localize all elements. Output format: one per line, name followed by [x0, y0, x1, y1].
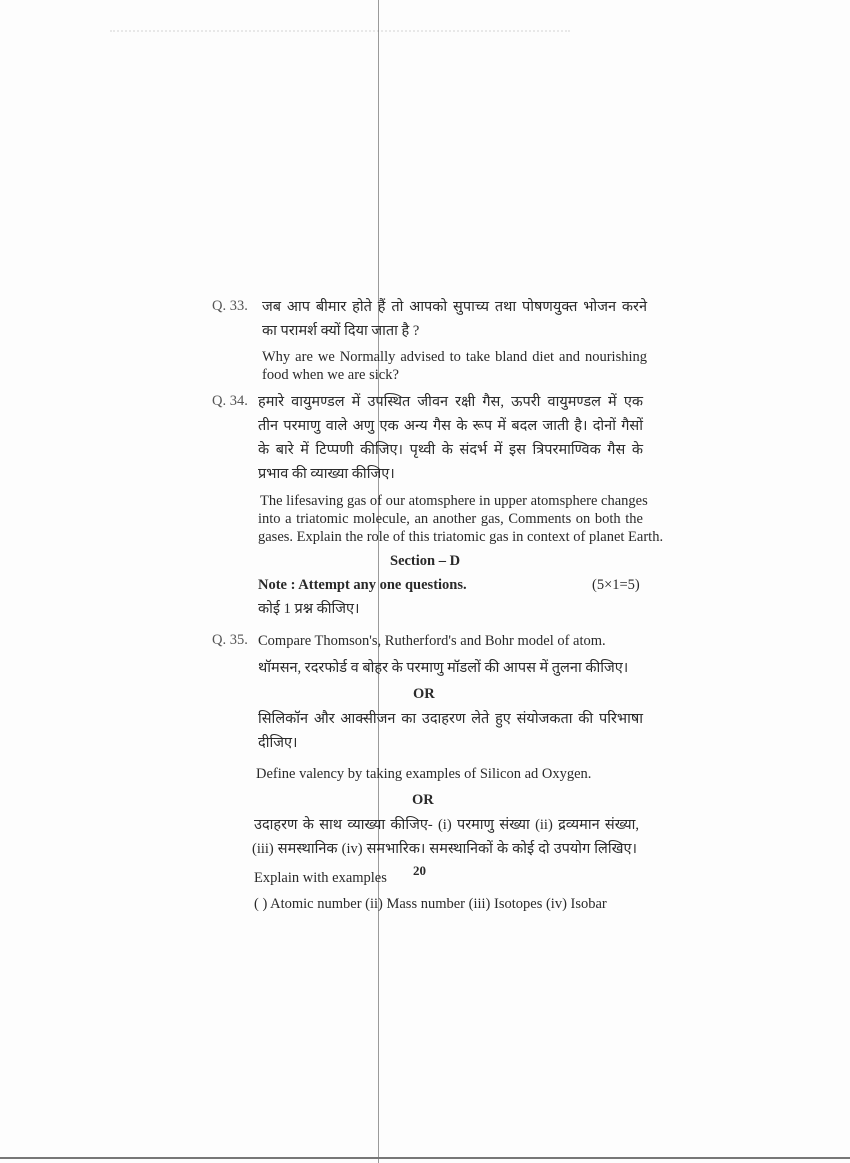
page-number: 20 [413, 863, 426, 878]
q33-english-line: Why are we Normally advised to take bland diet and nourishing [262, 349, 647, 365]
q34-hindi-line: हमारे वायुमण्डल में उपस्थित जीवन रक्षी गैस, ऊपरी वायुमण्डल में एक [258, 394, 643, 410]
q35-number: Q. 35. [212, 632, 248, 648]
q34-english-line: into a triatomic molecule, an another gas, Comments on both the [258, 511, 643, 527]
section-note: Note : Attempt any one questions. [258, 577, 467, 593]
or-divider: OR [412, 792, 434, 808]
q35-english-c-line: Explain with examples [254, 870, 387, 886]
q35-hindi-c-line: (iii) समस्थानिक (iv) समभारिक। समस्थानिकों के कोई दो उपयोग लिखिए। [252, 841, 637, 857]
q35-english-a: Compare Thomson's, Rutherford's and Bohr model of atom. [258, 633, 606, 649]
q35-english-c-line: ( ) Atomic number (ii) Mass number (iii) Isotopes (iv) Isobar [254, 896, 607, 912]
section-title: Section – D [390, 553, 461, 569]
q35-english-b: Define valency by taking examples of Silicon ad Oxygen. [256, 766, 592, 782]
q35-hindi-c-line: उदाहरण के साथ व्याख्या कीजिए- (i) परमाणु संख्या (ii) द्रव्यमान संख्या, [254, 817, 639, 833]
q33-hindi-line: जब आप बीमार होते हैं तो आपको सुपाच्य तथा पोषणयुक्त भोजन करने [262, 299, 647, 315]
bleed-through-text [110, 30, 570, 46]
q35-hindi-b-line: सिलिकॉन और आक्सीजन का उदाहरण लेते हुए संयोजकता की परिभाषा [258, 711, 643, 727]
q34-hindi-line: तीन परमाणु वाले अणु एक अन्य गैस के रूप में बदल जाती है। दोनों गैसों [258, 418, 643, 434]
q34-english-line: gases. Explain the role of this triatomic gas in context of planet Earth. [258, 529, 664, 545]
q33-hindi-line: का परामर्श क्यों दिया जाता है ? [262, 323, 420, 339]
q34-english-line: The lifesaving gas of our atomsphere in upper atomsphere changes [260, 493, 648, 509]
section-marks: (5×1=5) [592, 577, 640, 593]
q35-hindi-a: थॉमसन, रदरफोर्ड व बोहर के परमाणु मॉडलों की आपस में तुलना कीजिए। [258, 660, 629, 676]
q35-hindi-b-line: दीजिए। [258, 735, 298, 751]
q33-number: Q. 33. [212, 298, 248, 314]
section-note-hindi: कोई 1 प्रश्न कीजिए। [258, 601, 360, 617]
q33-english-line: food when we are sick? [262, 367, 399, 383]
q34-hindi-line: प्रभाव की व्याख्या कीजिए। [258, 466, 395, 482]
page-bottom-edge [0, 1157, 850, 1159]
or-divider: OR [413, 686, 435, 702]
q34-hindi-line: के बारे में टिप्पणी कीजिए। पृथ्वी के संदर्भ में इस त्रिपरमाण्विक गैस के [258, 442, 643, 458]
q34-number: Q. 34. [212, 393, 248, 409]
